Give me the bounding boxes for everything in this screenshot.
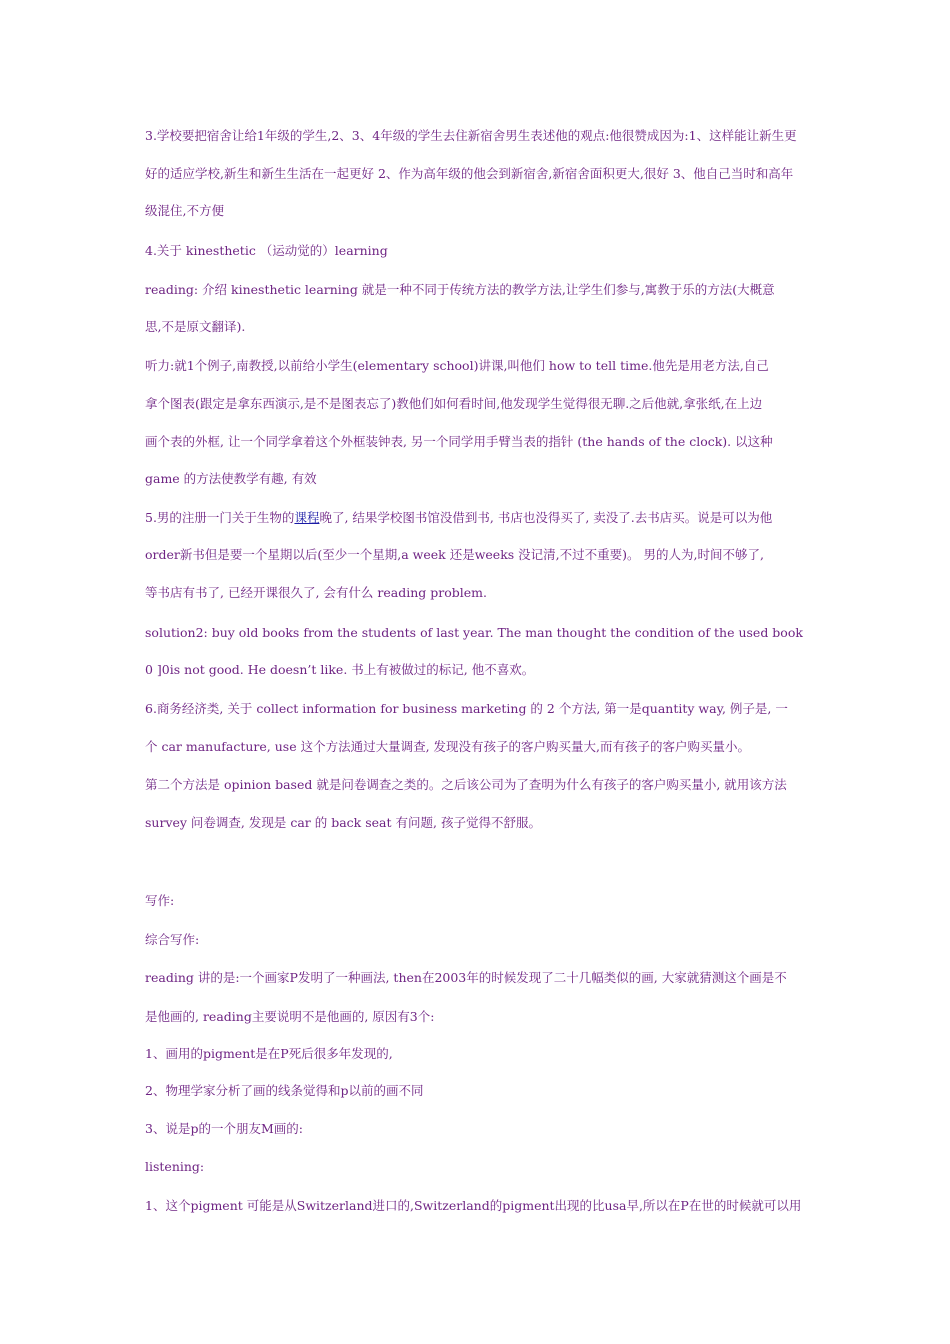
writing-reading-line1: reading 讲的是:一个画家P发明了一种画法, then在2003年的时候发现了二十几幅类似的画, 大家就猜测这个画是不 bbox=[145, 970, 787, 985]
item3-line3: 级混住,不方便 bbox=[145, 203, 224, 218]
item5-line1-text-post: 晚了, 结果学校图书馆没借到书, 书店也没得买了, 卖没了.去书店买。说是可以为他 bbox=[319, 510, 773, 525]
item4-listening-line4: game 的方法使教学有趣, 有效 bbox=[145, 471, 317, 486]
item5-line1 bbox=[145, 510, 810, 526]
item4-listening-line1: 听力:就1个例子,南教授,以前给小学生(elementary school)讲课,叫他们 how to tell time.他先是用老方法,自己 bbox=[145, 358, 769, 373]
course-link[interactable]: 课程 bbox=[294, 510, 320, 525]
item4-reading-line1: reading: 介绍 kinesthetic learning 就是一种不同于传统方法的教学方法,让学生们参与,寓教于乐的方法(大概意 bbox=[145, 282, 775, 297]
writing-listening-point1: 1、这个pigment 可能是从Switzerland进口的,Switzerland的pigment出现的比usa早,所以在P在世的时候就可以用 bbox=[145, 1198, 802, 1213]
writing-heading: 写作: bbox=[145, 893, 175, 908]
writing-listening-label: listening: bbox=[145, 1159, 205, 1174]
item3-line2: 好的适应学校,新生和新生生活在一起更好 2、作为高年级的他会到新宿舍,新宿舍面积更大,很好 3、他自己当时和高年 bbox=[145, 166, 794, 181]
writing-point2: 2、物理学家分析了画的线条觉得和p以前的画不同 bbox=[145, 1083, 424, 1098]
writing-subheading: 综合写作: bbox=[145, 932, 200, 947]
writing-point1: 1、画用的pigment是在P死后很多年发现的, bbox=[145, 1046, 393, 1061]
item5-line3: 等书店有书了, 已经开课很久了, 会有什么 reading problem. bbox=[145, 585, 487, 600]
writing-point3: 3、说是p的一个朋友M画的: bbox=[145, 1121, 303, 1136]
writing-reading-line2: 是他画的, reading主要说明不是他画的, 原因有3个: bbox=[145, 1009, 435, 1024]
item3-line1: 3.学校要把宿舍让给1年级的学生,2、3、4年级的学生去住新宿舍男生表述他的观点:他很赞成因为:1、这样能让新生更 bbox=[145, 128, 797, 143]
item4-title: 4.关于 kinesthetic （运动觉的）learning bbox=[145, 243, 388, 258]
item6-line4: survey 问卷调查, 发现是 car 的 back seat 有问题, 孩子觉得不舒服。 bbox=[145, 815, 541, 830]
item4-reading-line2: 思,不是原文翻译). bbox=[145, 319, 246, 334]
item6-line3: 第二个方法是 opinion based 就是问卷调查之类的。之后该公司为了查明为什么有孩子的客户购买量小, 就用该方法 bbox=[145, 777, 787, 792]
item6-line2: 个 car manufacture, use 这个方法通过大量调查, 发现没有孩子的客户购买量大,而有孩子的客户购买量小。 bbox=[145, 739, 751, 754]
item4-listening-line3: 画个表的外框, 让一个同学拿着这个外框装钟表, 另一个同学用手臂当表的指针 (the hands of the clock). 以这种 bbox=[145, 434, 773, 449]
item5-line1-text-pre: 5.男的注册一门关于生物的 bbox=[145, 510, 295, 525]
item5-line2: order新书但是要一个星期以后(至少一个星期,a week 还是weeks 没记清,不过不重要)。 男的人为,时间不够了, bbox=[145, 547, 764, 562]
item5-solution-line2: 0 ]0is not good. He doesn’t like. 书上有被做过的标记, 他不喜欢。 bbox=[145, 662, 535, 677]
item6-line1: 6.商务经济类, 关于 collect information for business marketing 的 2 个方法, 第一是quantity way, 例子是, 一 bbox=[145, 701, 788, 716]
item4-listening-line2: 拿个图表(跟定是拿东西演示,是不是图表忘了)教他们如何看时间,他发现学生觉得很无聊.之后他就,拿张纸,在上边 bbox=[145, 396, 763, 411]
item5-solution-line1: solution2: buy old books from the students of last year. The man thought the condition of the used book bbox=[145, 625, 803, 640]
